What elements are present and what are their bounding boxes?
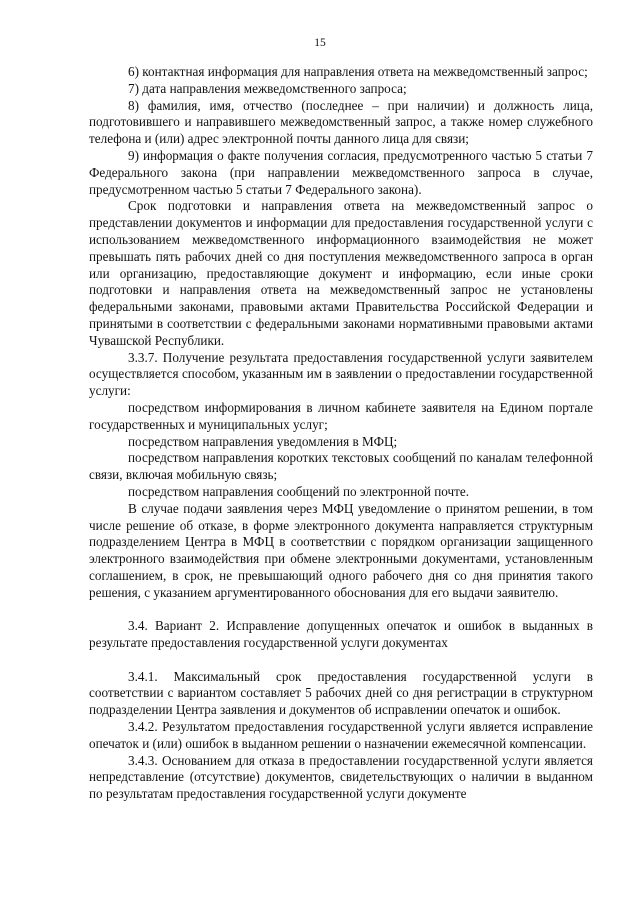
paragraph-3-3-7: 3.3.7. Получение результата предоставления государственной услуги заявителем осуществляется способом, указанным им в заявлении о предоставлении государственной услуги: — [89, 349, 593, 399]
paragraph-3-4-1: 3.4.1. Максимальный срок предоставления государственной услуги в соответствии с вариантом составляет 5 рабочих дней со дня регистрации в структурном подразделении Центра заявления и документов об исправлении опечаток и ошибок. — [89, 668, 593, 718]
paragraph-item-8: 8) фамилия, имя, отчество (последнее – при наличии) и должность лица, подготовившего и направившего межведомственный запрос, а также номер служебного телефона и (или) адрес электронной почты данного лица для связи; — [89, 97, 593, 147]
paragraph-method-email: посредством направления сообщений по электронной почте. — [128, 483, 470, 499]
paragraph-item-7: 7) дата направления межведомственного запроса; — [128, 80, 407, 96]
paragraph-method-portal: посредством информирования в личном кабинете заявителя на Едином портале государственных и муниципальных услуг; — [89, 399, 593, 432]
paragraph-mfc-notification: В случае подачи заявления через МФЦ уведомление о принятом решении, в том числе решение об отказе, в форме электронного документа направляется структурным подразделением Центра в МФЦ в соответствии с порядком организации защищенного электронного взаимодействия при обмене электронными документами, установленным соглашением, в срок, не превышающий одного рабочего дня со дня принятия такого решения, с указанием аргументированного обоснования для его выдачи заявителю. — [89, 500, 593, 600]
paragraph-method-mfc: посредством направления уведомления в МФЦ; — [128, 433, 398, 449]
page-number: 15 — [314, 37, 326, 49]
paragraph-response-deadline: Срок подготовки и направления ответа на межведомственный запрос о представлении документов и информации для предоставления государственной услуги с использованием межведомственного информационного взаимодействия не может превышать пять рабочих дней со дня поступления межведомственного запроса в орган или организацию, предоставляющие документ и информацию, если иные сроки подготовки и направления ответа на межведомственный запрос не установлены федеральными законами, правовыми актами Правительства Российской Федерации и принятыми в соответствии с федеральными законами нормативными правовыми актами Чувашской Республики. — [89, 198, 593, 348]
document-body — [89, 64, 593, 803]
paragraph-3-4-3: 3.4.3. Основанием для отказа в предоставлении государственной услуги является непредставление (отсутствие) документов, свидетельствующих о наличии в выданном по результатам предоставления государственной услуги документе — [89, 752, 593, 802]
paragraph-3-4-2: 3.4.2. Результатом предоставления государственной услуги является исправление опечаток и (или) ошибок в выданном решении о назначении ежемесячной компенсации. — [89, 719, 593, 751]
paragraph-item-9: 9) информация о факте получения согласия, предусмотренного частью 5 статьи 7 Федерального закона (при направлении межведомственного запроса в случае, предусмотренном частью 5 статьи 7 Федерального закона). — [89, 147, 593, 197]
spacer — [89, 652, 593, 669]
paragraph-method-sms: посредством направления коротких текстовых сообщений по каналам телефонной связи, включая мобильную связь; — [89, 450, 593, 483]
spacer — [89, 602, 593, 619]
section-heading-3-4: 3.4. Вариант 2. Исправление допущенных опечаток и ошибок в выданных в результате предоставления государственной услуги документах — [89, 618, 593, 651]
paragraph-item-6: 6) контактная информация для направления ответа на межведомственный запрос; — [128, 64, 588, 79]
